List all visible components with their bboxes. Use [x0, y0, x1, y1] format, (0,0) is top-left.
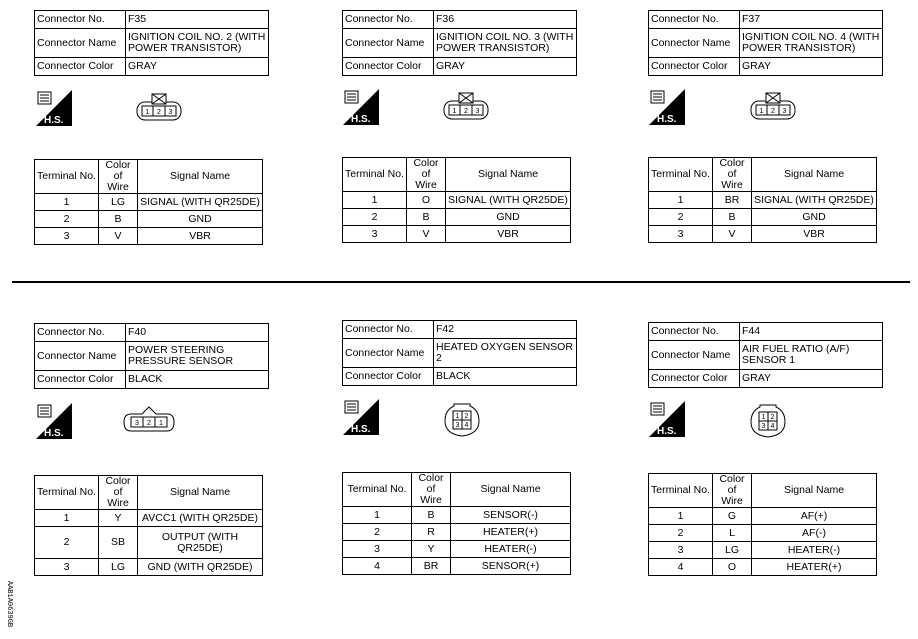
table-row: 2 B GND	[35, 211, 263, 228]
connector-info-f44	[648, 322, 883, 388]
connector-color-label: Connector Color	[649, 370, 740, 388]
signal-name-header: Signal Name	[138, 476, 263, 510]
connector-color-label: Connector Color	[343, 368, 434, 386]
terminal-no-header: Terminal No.	[343, 158, 407, 192]
connector-face-f40	[121, 404, 177, 439]
terminal-table-f35	[34, 159, 263, 245]
signal-name-header: Signal Name	[138, 160, 263, 194]
pin-label: 2	[147, 420, 151, 427]
signal-name-header: Signal Name	[752, 158, 877, 192]
table-row: 3 V VBR	[343, 226, 571, 243]
pin-label: 3	[475, 108, 480, 115]
hs-icon	[36, 90, 72, 126]
pin-label: 2	[770, 414, 775, 421]
connector-no-value: F42	[434, 321, 577, 339]
hs-label: H.S.	[44, 115, 64, 126]
connector-name-value: IGNITION COIL NO. 2 (WITH POWER TRANSISTOR)	[126, 29, 269, 58]
connector-name-value: POWER STEERING PRESSURE SENSOR	[126, 342, 269, 371]
terminal-no-header: Terminal No.	[35, 476, 99, 510]
terminal-table-f44	[648, 473, 877, 576]
connector-face-f36	[441, 92, 491, 127]
signal-name-header: Signal Name	[451, 473, 571, 507]
connector-no-label: Connector No.	[35, 11, 126, 29]
connector-name-label: Connector Name	[35, 29, 126, 58]
connector-face-f44	[748, 400, 788, 445]
connector-no-label: Connector No.	[649, 11, 740, 29]
hs-label: H.S.	[44, 428, 64, 439]
pin-label: 3	[135, 420, 139, 427]
connector-color-label: Connector Color	[35, 371, 126, 389]
wire-color-header: Color of Wire	[407, 158, 446, 192]
wire-color-header: Color of Wire	[412, 473, 451, 507]
pin-label: 1	[761, 414, 766, 421]
terminal-no-header: Terminal No.	[343, 473, 412, 507]
hs-icon	[343, 89, 379, 125]
table-row: 1 O SIGNAL (WITH QR25DE)	[343, 192, 571, 209]
connector-info-f40	[34, 323, 269, 389]
wire-color-header: Color of Wire	[713, 158, 752, 192]
terminal-no-header: Terminal No.	[649, 474, 713, 508]
terminal-table-f42	[342, 472, 571, 575]
table-row: 4 O HEATER(+)	[649, 559, 877, 576]
pin-label: 1	[759, 108, 764, 115]
connector-no-value: F40	[126, 324, 269, 342]
pin-label: 1	[455, 413, 460, 420]
signal-name-header: Signal Name	[446, 158, 571, 192]
hs-label: H.S.	[351, 424, 371, 435]
connector-color-value: BLACK	[126, 371, 269, 389]
connector-color-label: Connector Color	[649, 58, 740, 76]
connector-name-label: Connector Name	[343, 339, 434, 368]
connector-no-label: Connector No.	[35, 324, 126, 342]
wire-color-header: Color of Wire	[99, 476, 138, 510]
section-divider	[12, 281, 910, 283]
hs-icon	[36, 403, 72, 439]
connector-no-value: F36	[434, 11, 577, 29]
table-row: 1 B SENSOR(-)	[343, 507, 571, 524]
terminal-no-header: Terminal No.	[649, 158, 713, 192]
pin-label: 2	[771, 108, 775, 115]
hs-icon	[649, 401, 685, 437]
hs-icon	[649, 89, 685, 125]
connector-no-label: Connector No.	[343, 11, 434, 29]
connector-name-value: IGNITION COIL NO. 4 (WITH POWER TRANSISTOR)	[740, 29, 883, 58]
connector-no-value: F35	[126, 11, 269, 29]
connector-color-value: BLACK	[434, 368, 577, 386]
connector-name-value: IGNITION COIL NO. 3 (WITH POWER TRANSISTOR)	[434, 29, 577, 58]
pin-label: 3	[782, 108, 787, 115]
connector-no-value: F37	[740, 11, 883, 29]
pin-label: 4	[464, 422, 469, 429]
pin-label: 3	[761, 423, 766, 430]
pin-label: 2	[157, 109, 161, 116]
connector-info-f42	[342, 320, 577, 386]
hs-icon	[343, 399, 379, 435]
connector-info-f35	[34, 10, 269, 76]
connector-info-f36	[342, 10, 577, 76]
connector-name-label: Connector Name	[649, 341, 740, 370]
pin-label: 2	[464, 108, 468, 115]
pin-label: 2	[464, 413, 469, 420]
connector-name-label: Connector Name	[343, 29, 434, 58]
table-row: 2 SB OUTPUT (WITH QR25DE)	[35, 527, 263, 559]
connector-color-value: GRAY	[740, 58, 883, 76]
connector-face-f42	[442, 399, 482, 444]
table-row: 2 R HEATER(+)	[343, 524, 571, 541]
connector-color-value: GRAY	[126, 58, 269, 76]
hs-label: H.S.	[657, 114, 677, 125]
pin-label: 3	[455, 422, 460, 429]
table-row: 3 V VBR	[35, 228, 263, 245]
connector-name-value: AIR FUEL RATIO (A/F) SENSOR 1	[740, 341, 883, 370]
connector-face-f35	[134, 93, 184, 128]
signal-name-header: Signal Name	[752, 474, 877, 508]
table-row: 1 BR SIGNAL (WITH QR25DE)	[649, 192, 877, 209]
connector-no-label: Connector No.	[343, 321, 434, 339]
hs-label: H.S.	[657, 426, 677, 437]
wire-color-header: Color of Wire	[713, 474, 752, 508]
table-row: 2 B GND	[343, 209, 571, 226]
connector-face-f37	[748, 92, 798, 127]
connector-info-f37	[648, 10, 883, 76]
connector-name-value: HEATED OXYGEN SENSOR 2	[434, 339, 577, 368]
connector-color-value: GRAY	[740, 370, 883, 388]
table-row: 3 LG GND (WITH QR25DE)	[35, 559, 263, 576]
terminal-table-f37	[648, 157, 877, 243]
connector-no-label: Connector No.	[649, 323, 740, 341]
table-row: 3 LG HEATER(-)	[649, 542, 877, 559]
wire-color-header: Color of Wire	[99, 160, 138, 194]
table-row: 1 LG SIGNAL (WITH QR25DE)	[35, 194, 263, 211]
table-row: 2 L AF(-)	[649, 525, 877, 542]
table-row: 4 BR SENSOR(+)	[343, 558, 571, 575]
table-row: 2 B GND	[649, 209, 877, 226]
connector-color-value: GRAY	[434, 58, 577, 76]
hs-label: H.S.	[351, 114, 371, 125]
pin-label: 1	[145, 109, 150, 116]
table-row: 1 Y AVCC1 (WITH QR25DE)	[35, 510, 263, 527]
connector-color-label: Connector Color	[35, 58, 126, 76]
connector-color-label: Connector Color	[343, 58, 434, 76]
table-row: 3 Y HEATER(-)	[343, 541, 571, 558]
terminal-no-header: Terminal No.	[35, 160, 99, 194]
pin-label: 4	[770, 423, 775, 430]
connector-no-value: F44	[740, 323, 883, 341]
connector-name-label: Connector Name	[35, 342, 126, 371]
terminal-table-f40	[34, 475, 263, 576]
pin-label: 1	[159, 420, 163, 427]
document-code: AAB1A0639GB	[5, 580, 14, 628]
table-row: 1 G AF(+)	[649, 508, 877, 525]
terminal-table-f36	[342, 157, 571, 243]
table-row: 3 V VBR	[649, 226, 877, 243]
pin-label: 1	[452, 108, 457, 115]
connector-name-label: Connector Name	[649, 29, 740, 58]
pin-label: 3	[168, 109, 173, 116]
